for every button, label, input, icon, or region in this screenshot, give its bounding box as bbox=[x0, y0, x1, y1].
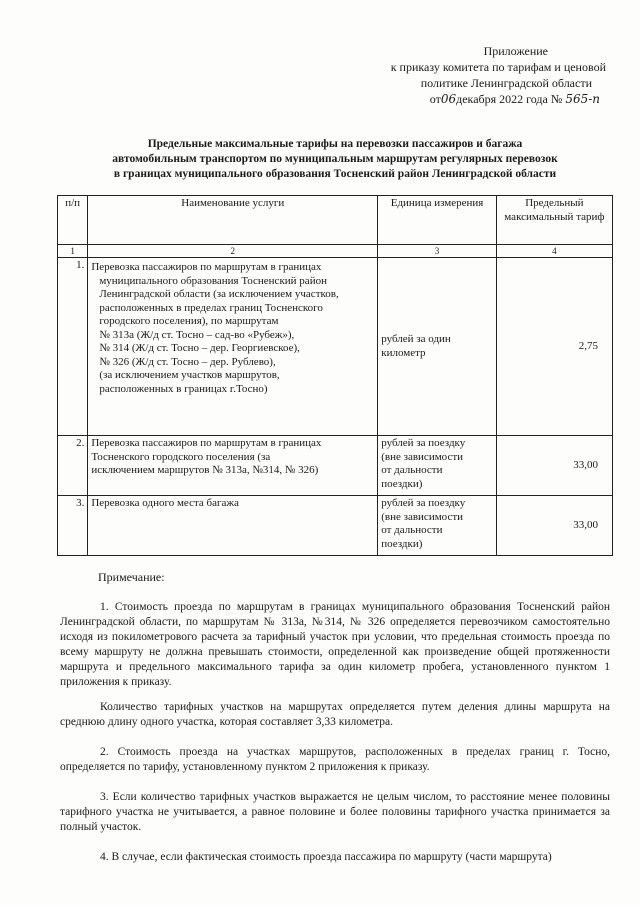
row-name-line: № 313а (Ж/д ст. Тосно – сад-во «Рубеж»), bbox=[99, 328, 295, 341]
paragraph-text: Количество тарифных участков на маршрутах определяется путем деления длины маршрута на среднюю длину одного участка, которая составляет 3,33 километра. bbox=[60, 701, 610, 728]
index-4: 4 bbox=[496, 245, 612, 258]
paragraph-text: 4. В случае, если фактическая стоимость проезда пассажира по маршруту (части маршрута) bbox=[100, 851, 552, 863]
row-unit-line: поездки) bbox=[381, 477, 423, 490]
table-row bbox=[58, 496, 613, 556]
index-3: 3 bbox=[378, 245, 497, 258]
appendix-header bbox=[336, 43, 606, 107]
document-title bbox=[70, 137, 600, 182]
row-name bbox=[88, 496, 378, 556]
row-name-line: расположенных в границах г.Тосно) bbox=[99, 382, 268, 395]
note-paragraph-5 bbox=[60, 850, 610, 865]
table-row bbox=[58, 436, 613, 496]
row-name bbox=[88, 258, 378, 436]
date-prefix: от bbox=[429, 92, 441, 106]
title-line-3: в границах муниципального образования Тосненский район Ленинградской области bbox=[113, 168, 557, 180]
appendix-title: Приложение bbox=[483, 44, 548, 58]
table-header-row bbox=[58, 196, 613, 245]
date-day: 06 bbox=[440, 92, 457, 106]
row-unit-line: от дальности bbox=[381, 524, 443, 536]
row-name-line: Тосненского городского поселения (за bbox=[91, 450, 271, 463]
row-unit bbox=[378, 436, 497, 496]
title-line-1: Предельные максимальные тарифы на перевозки пассажиров и багажа bbox=[147, 138, 523, 150]
row-name-line: Перевозка одного места багажа bbox=[91, 497, 239, 509]
table-index-row bbox=[58, 245, 613, 258]
row-num: 2. bbox=[58, 436, 88, 496]
row-name-line: расположенных в пределах границ Тосненского bbox=[99, 301, 323, 314]
row-unit-line: (вне зависимости bbox=[381, 510, 464, 523]
index-2: 2 bbox=[88, 245, 378, 258]
header-service: Наименование услуги bbox=[88, 196, 378, 245]
tariff-table bbox=[57, 195, 613, 556]
paragraph-text: 2. Стоимость проезда на участках маршрутов, расположенных в пределах границ г. Тосно, определяется по тарифу, установленному пунктом 2 приложения к приказу. bbox=[60, 746, 610, 773]
row-name-line: № 326 (Ж/д ст. Тосно – дер. Рублево), bbox=[99, 355, 276, 368]
date-month-year: декабря 2022 года № bbox=[456, 92, 563, 106]
row-name-line: исключением маршрутов № 313а, №314, № 326) bbox=[91, 464, 319, 476]
row-unit-line: километр bbox=[381, 346, 426, 359]
order-number: 565-п bbox=[565, 92, 600, 106]
row-tariff: 33,00 bbox=[496, 496, 612, 556]
row-unit-line: рублей за поездку bbox=[381, 437, 466, 449]
header-num: п/п bbox=[58, 196, 88, 245]
appendix-line-2: политике Ленинградской области bbox=[420, 76, 592, 90]
note-paragraph-3 bbox=[60, 745, 610, 775]
row-tariff: 33,00 bbox=[496, 436, 612, 496]
row-name-line: городского поселения), по маршрутам bbox=[99, 315, 279, 327]
row-name-line: муниципального образования Тосненский район bbox=[99, 274, 327, 287]
row-unit bbox=[378, 258, 497, 436]
table-row bbox=[58, 258, 613, 436]
row-num: 3. bbox=[58, 496, 88, 556]
note-heading: Примечание: bbox=[98, 570, 165, 584]
note-paragraph-1 bbox=[60, 600, 610, 690]
appendix-line-1: к приказу комитета по тарифам и ценовой bbox=[390, 60, 606, 74]
row-unit bbox=[378, 496, 497, 556]
row-tariff: 2,75 bbox=[496, 258, 612, 436]
row-unit-line: поездки) bbox=[381, 537, 423, 550]
header-tariff: Предельный максимальный тариф bbox=[496, 196, 612, 245]
header-unit: Единица измерения bbox=[378, 196, 497, 245]
row-name-line: (за исключением участков маршрутов, bbox=[99, 369, 280, 381]
row-name bbox=[88, 436, 378, 496]
row-unit-line: рублей за поездку bbox=[381, 497, 466, 509]
row-name-line: Ленинградской области (за исключением участков, bbox=[99, 288, 339, 300]
row-name-line: Перевозка пассажиров по маршрутам в границах bbox=[91, 261, 322, 273]
row-num: 1. bbox=[58, 258, 88, 436]
appendix-date bbox=[336, 91, 606, 107]
index-1: 1 bbox=[58, 245, 88, 258]
note-paragraph-4 bbox=[60, 790, 610, 835]
row-name-line: № 314 (Ж/д ст. Тосно – дер. Георгиевское), bbox=[99, 342, 300, 354]
row-name-line: Перевозка пассажиров по маршрутам в границах bbox=[91, 437, 322, 449]
note-paragraph-2 bbox=[60, 700, 610, 730]
paragraph-text: 1. Стоимость проезда по маршрутам в границах муниципального образования Тосненский район Ленинградской области, по маршрутам № 313а, №314, № 326 определяется перевозчиком самостоятельно исходя из покилометрового расчета за тарифный участок при условии, что предельная стоимость проезда по всему маршруту не должна превышать стоимости, определенной как произведение общей протяженности маршрута и предельного максимального тарифа за один километр пробега, установленного пунктом 1 приложения к приказу. bbox=[60, 601, 610, 688]
row-unit-line: от дальности bbox=[381, 464, 443, 476]
title-line-2: автомобильным транспортом по муниципальным маршрутам регулярных перевозок bbox=[112, 153, 558, 165]
paragraph-text: 3. Если количество тарифных участков выражается не целым числом, то расстояние менее половины тарифного участка не учитывается, а равное половине и более половины тарифного участка принимается за полный участок. bbox=[60, 791, 610, 833]
row-unit-line: (вне зависимости bbox=[381, 450, 464, 463]
row-unit-line: рублей за один bbox=[381, 333, 451, 345]
